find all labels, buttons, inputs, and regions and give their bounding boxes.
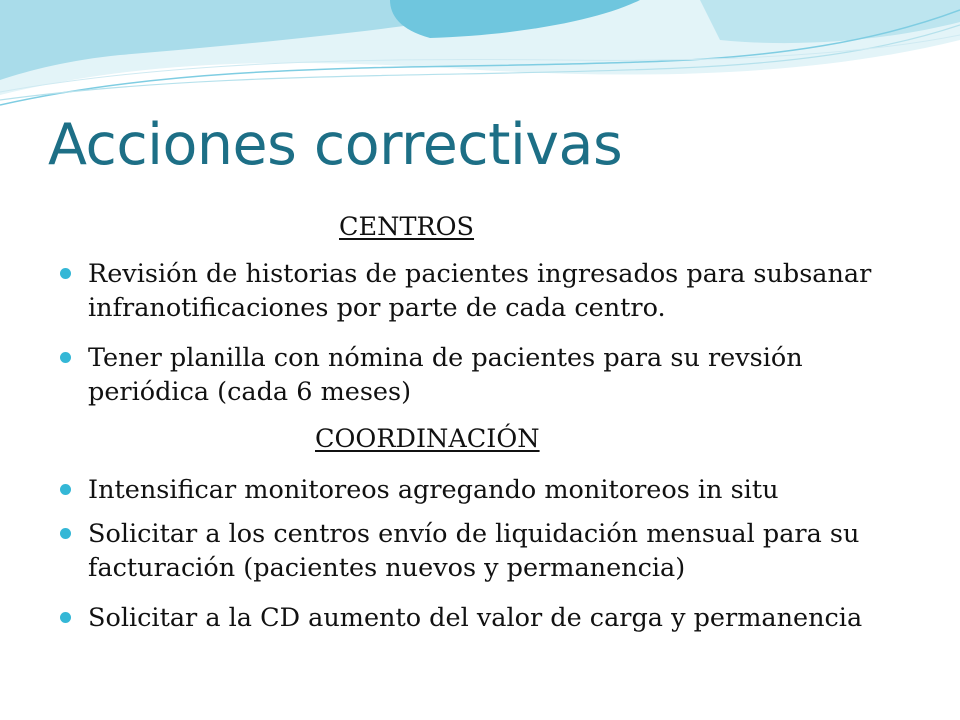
bullet-line: infranotificaciones por parte de cada centro. [88, 293, 666, 323]
bullet-line: Solicitar a los centros envío de liquidación mensual para su [88, 519, 860, 549]
bullet-item [88, 601, 862, 635]
bullet-item [88, 473, 779, 507]
bullet-line: Revisión de historias de pacientes ingresados para subsanar [88, 259, 872, 289]
bullet-line: facturación (pacientes nuevos y permanencia) [88, 553, 686, 583]
bullet-dot [60, 268, 71, 279]
bullet-line: Tener planilla con nómina de pacientes para su revsión [88, 343, 803, 373]
bullet-dot [60, 528, 71, 539]
bullet-item [88, 517, 859, 585]
section-heading-centros: CENTROS [339, 212, 475, 242]
decorative-wave-banner [0, 0, 960, 130]
bullet-line: Intensificar monitoreos agregando monitoreos in situ [88, 475, 779, 505]
bullet-dot [60, 352, 71, 363]
bullet-line: periódica (cada 6 meses) [88, 377, 412, 407]
slide-title: Acciones correctivas [48, 112, 623, 178]
bullet-item [88, 257, 871, 325]
bullet-dot [60, 612, 71, 623]
section-heading-coordinacion: COORDINACIÓN [315, 424, 540, 454]
bullet-item [88, 341, 803, 409]
bullet-dot [60, 484, 71, 495]
bullet-line: Solicitar a la CD aumento del valor de carga y permanencia [88, 603, 863, 633]
